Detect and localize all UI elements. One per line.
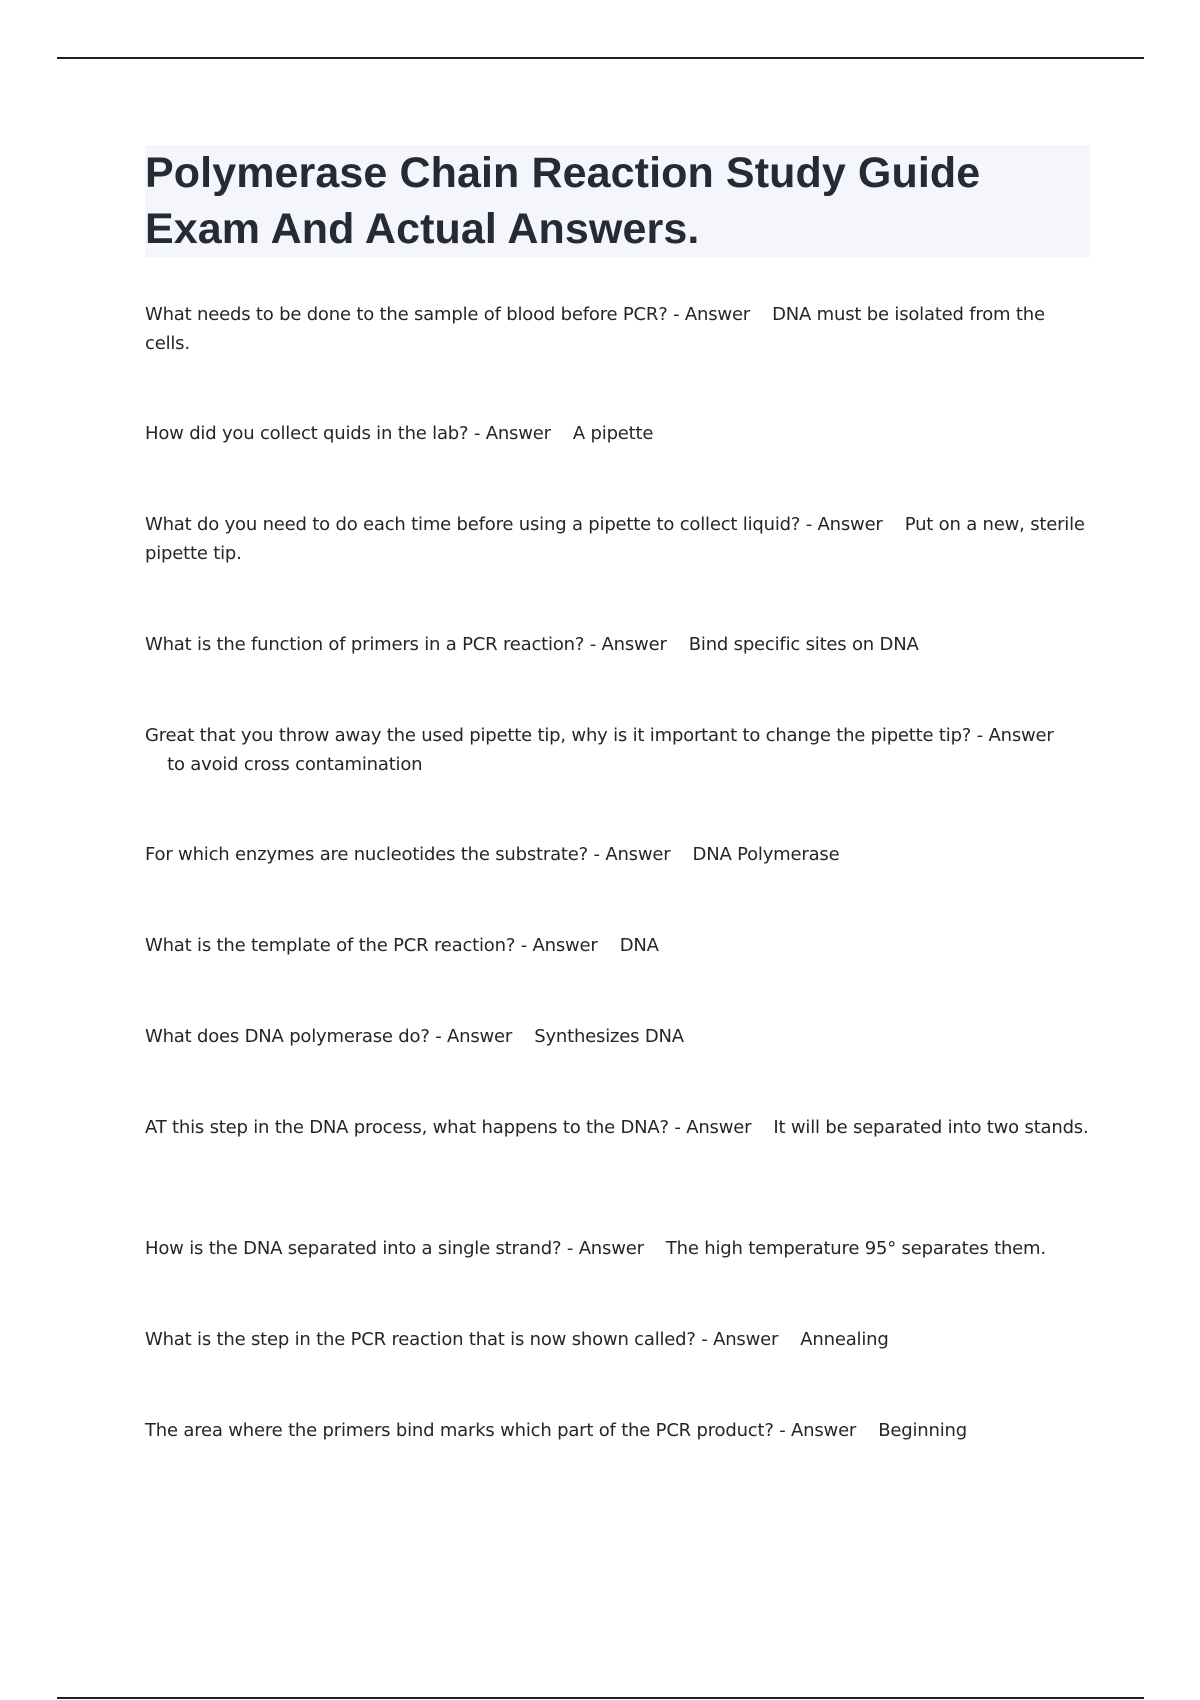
question-text: What is the step in the PCR reaction that is now shown called? [145,1329,696,1350]
answer-marker: - Answer [800,514,883,535]
qa-item [145,931,1090,960]
answer-marker: - Answer [515,935,598,956]
question-text: What needs to be done to the sample of blood before PCR? [145,304,668,325]
document-title: Polymerase Chain Reaction Study Guide Exam And Actual Answers. [145,149,981,253]
answer-text: Bind specific sites on DNA [688,634,919,655]
footer-rule [57,1697,1144,1699]
answer-marker: - Answer [588,844,671,865]
answer-marker: - Answer [429,1026,513,1047]
qa-item [145,840,1090,869]
question-text: How is the DNA separated into a single strand? [145,1238,562,1259]
answer-marker: - Answer [468,423,551,444]
answer-text: Beginning [878,1420,967,1441]
answer-text: The high temperature 95° separates them. [665,1238,1046,1259]
qa-item [145,1022,1090,1051]
answer-text: It will be separated into two stands. [773,1117,1089,1138]
qa-item [145,1416,1090,1445]
qa-item [145,721,1090,779]
header-rule [57,57,1144,59]
question-text: Great that you throw away the used pipette tip, why is it important to change the pipette tip? [145,725,972,746]
answer-text: Annealing [800,1329,889,1350]
qa-item [145,419,1090,448]
answer-text: DNA Polymerase [692,844,840,865]
answer-marker: - Answer [971,725,1054,746]
question-text: The area where the primers bind marks which part of the PCR product? [145,1420,774,1441]
answer-marker: - Answer [561,1238,644,1259]
answer-text: A pipette [572,423,654,444]
question-text: For which enzymes are nucleotides the substrate? [145,844,589,865]
answer-marker: - Answer [667,304,751,325]
answer-text: to avoid cross contamination [167,754,423,775]
qa-item [145,510,1090,568]
answer-marker: - Answer [773,1420,857,1441]
answer-text: DNA must be isolated from the cells. [145,304,1045,354]
question-text: What does DNA polymerase do? [145,1026,430,1047]
question-text: AT this step in the DNA process, what happens to the DNA? [145,1117,669,1138]
question-text: How did you collect quids in the lab? [145,423,469,444]
qa-item [145,1234,1090,1263]
answer-marker: - Answer [668,1117,752,1138]
qa-item [145,1325,1090,1354]
qa-item [145,1113,1090,1142]
answer-text: Put on a new, sterile pipette tip. [145,514,1085,564]
question-text: What is the function of primers in a PCR reaction? [145,634,585,655]
qa-item [145,630,1090,659]
answer-marker: - Answer [695,1329,779,1350]
answer-text: Synthesizes DNA [534,1026,684,1047]
qa-item [145,300,1090,358]
question-text: What is the template of the PCR reaction? [145,935,516,956]
question-text: What do you need to do each time before using a pipette to collect liquid? [145,514,801,535]
answer-marker: - Answer [584,634,667,655]
title-block [145,145,1090,257]
answer-text: DNA [619,935,659,956]
